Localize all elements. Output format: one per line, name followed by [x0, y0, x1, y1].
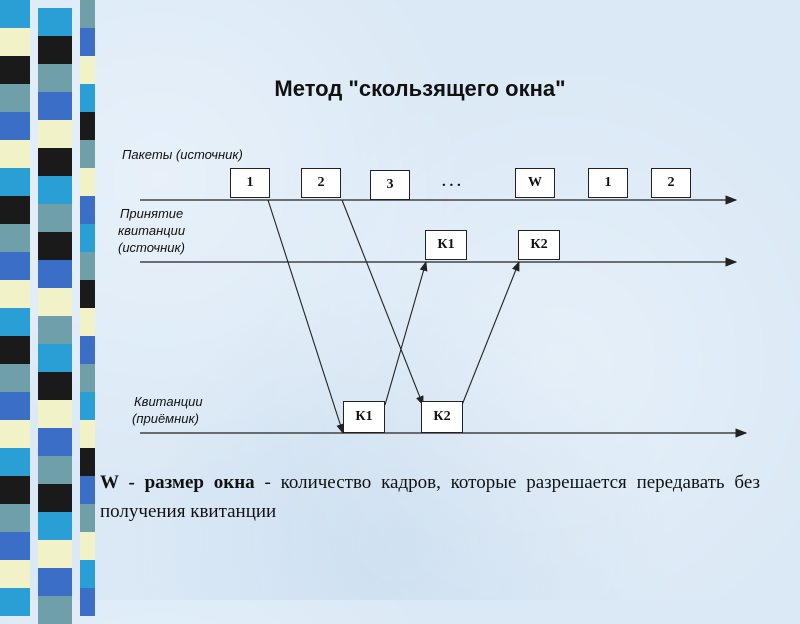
- slide-title: Метод "скользящего окна": [274, 76, 566, 101]
- packet-box-next-1: 1: [588, 168, 628, 198]
- packet-box-w: W: [515, 168, 555, 198]
- ack-k1-arrow: [385, 262, 426, 405]
- packet-2-arrow: [342, 200, 423, 405]
- packet-box-3: 3: [370, 170, 410, 200]
- window-size-term: W - размер окна: [100, 472, 255, 493]
- ack-received-label-line2: квитанции: [118, 223, 186, 238]
- packet-1-arrow: [268, 200, 343, 433]
- packets-ellipsis: . . .: [442, 174, 461, 190]
- window-size-definition: [100, 468, 760, 526]
- ack-receiver-k1: К1: [343, 401, 385, 433]
- receiver-label-line2: (приёмник): [132, 411, 199, 426]
- stripe-square: [38, 596, 72, 624]
- ack-received-label-line1: Принятие: [120, 206, 184, 221]
- packet-box-next-2: 2: [651, 168, 691, 198]
- receiver-label-line1: Квитанции: [134, 394, 203, 409]
- ack-source-k2: К2: [518, 230, 560, 260]
- packet-box-2: 2: [301, 168, 341, 198]
- ack-received-label-line3: (источник): [118, 240, 185, 255]
- window-size-explanation: - количество кадров, которые разрешается передавать без получения квитанции: [100, 472, 760, 522]
- ack-k2-arrow: [462, 262, 519, 405]
- packet-box-1: 1: [230, 168, 270, 198]
- packets-source-label: Пакеты (источник): [122, 147, 243, 162]
- ack-source-k1: К1: [425, 230, 467, 260]
- ack-receiver-k2: К2: [421, 401, 463, 433]
